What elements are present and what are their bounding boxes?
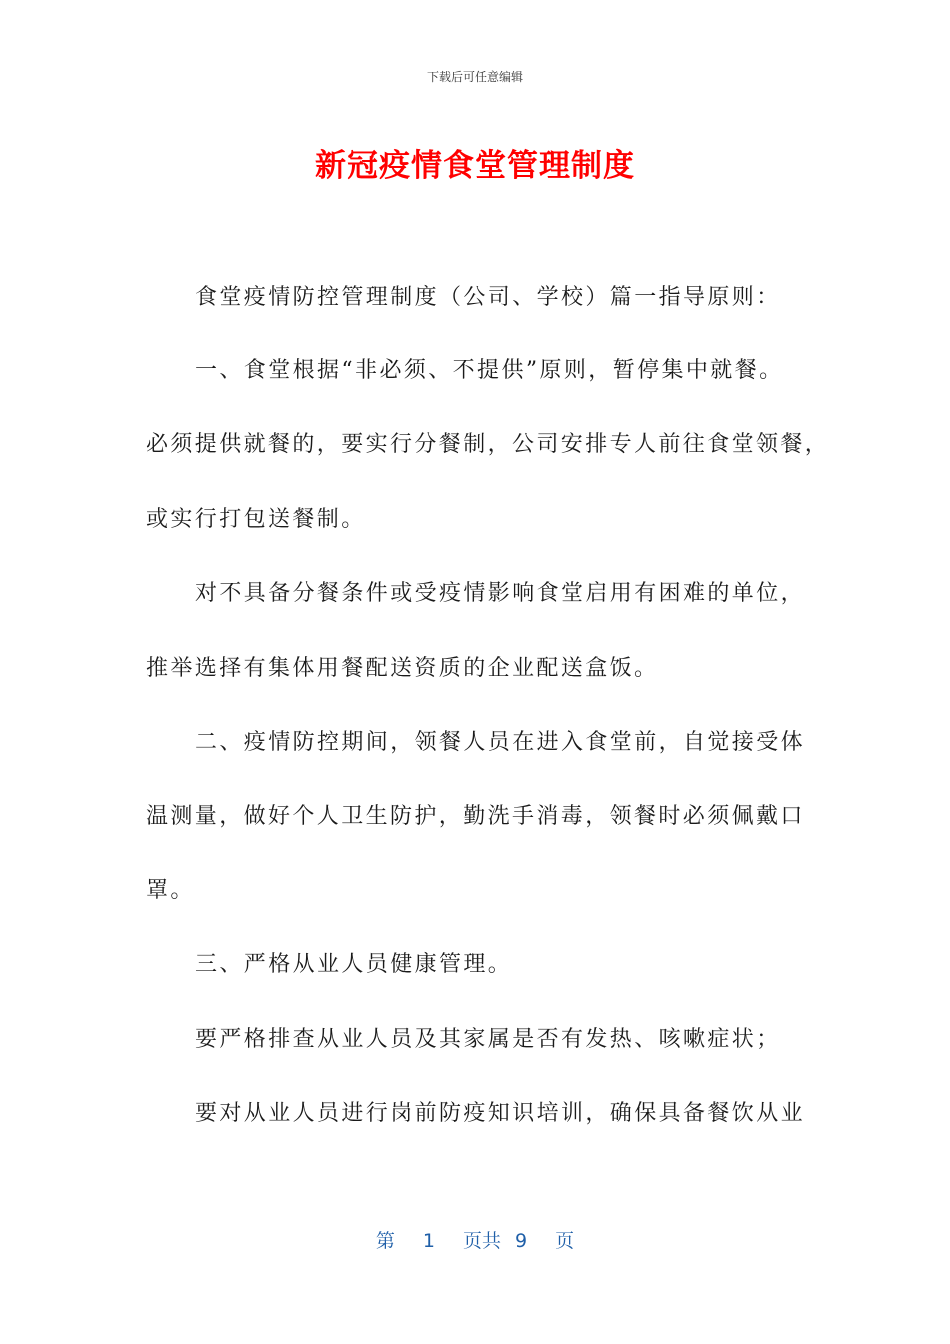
body-line: 或实行打包送餐制。 [146,507,366,532]
footer-suffix: 页 [555,1230,575,1252]
body-line: 罩。 [146,878,195,903]
body-line: 一、食堂根据“非必须、不提供”原则，暂停集中就餐。 [195,358,784,383]
body-line: 要对从业人员进行岗前防疫知识培训，确保具备餐饮从业 [195,1101,806,1126]
body-line: 推举选择有集体用餐配送资质的企业配送盒饭。 [146,656,659,681]
body-line: 食堂疫情防控管理制度（公司、学校）篇一指导原则： [195,285,781,310]
body-line: 温测量，做好个人卫生防护，勤洗手消毒，领餐时必须佩戴口 [146,804,805,829]
footer-current-page: 1 [422,1230,435,1252]
body-line: 三、严格从业人员健康管理。 [195,952,513,977]
footer-prefix: 第 [375,1230,395,1252]
footer-total-pages: 9 [515,1230,528,1252]
header-note: 下载后可任意编辑 [426,70,523,84]
footer-middle: 页共 [462,1230,501,1252]
body-line: 二、疫情防控期间，领餐人员在进入食堂前，自觉接受体 [195,730,806,755]
page-footer [0,1226,950,1253]
body-line: 要严格排查从业人员及其家属是否有发热、咳嗽症状； [195,1027,781,1052]
document-title: 新冠疫情食堂管理制度 [315,148,635,184]
body-line: 对不具备分餐条件或受疫情影响食堂启用有困难的单位， [195,581,806,606]
body-line: 必须提供就餐的，要实行分餐制，公司安排专人前往食堂领餐， [146,432,830,457]
